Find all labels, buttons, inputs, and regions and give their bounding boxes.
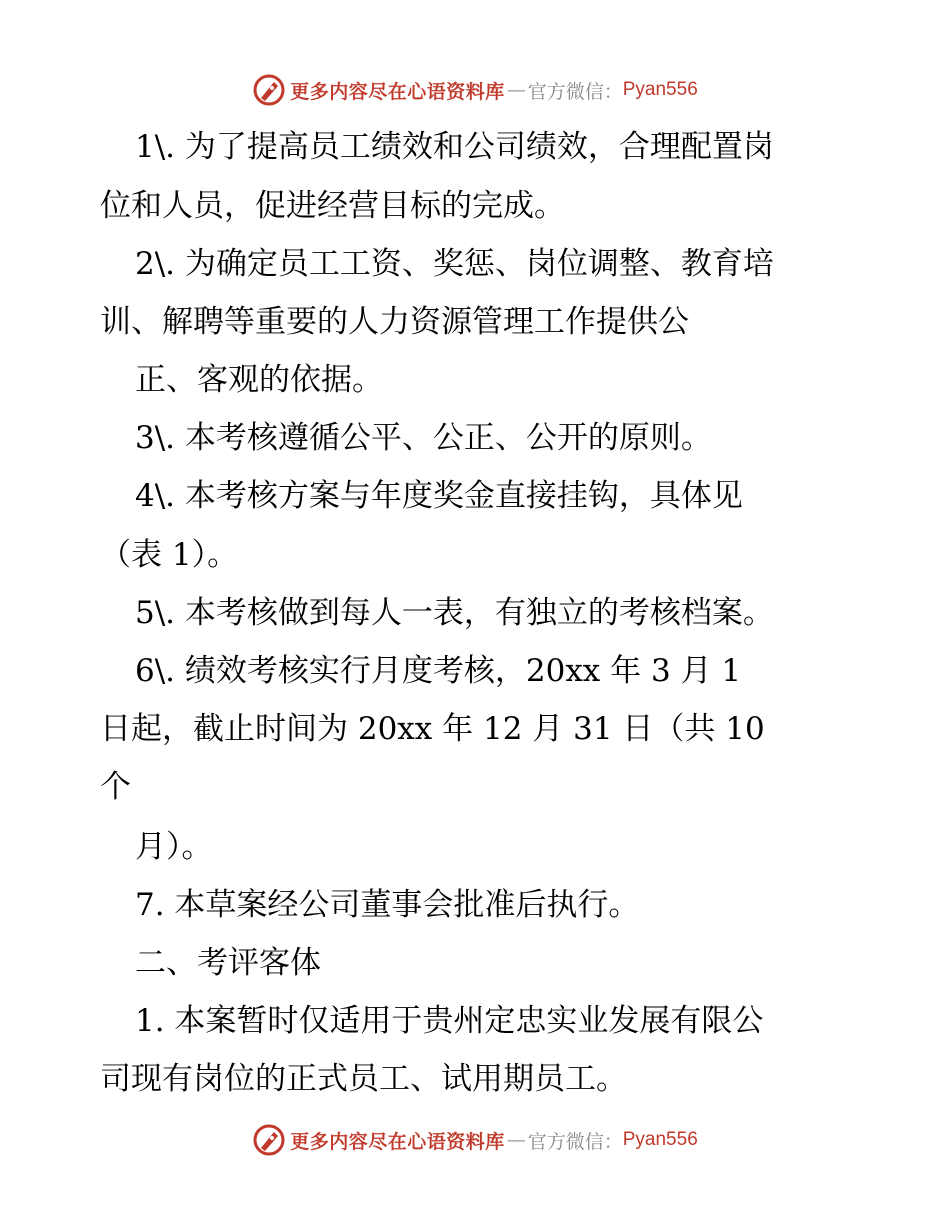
header-watermark — [0, 70, 950, 110]
body-line: 5\. 本考核做到每人一表，有独立的考核档案。 — [135, 595, 774, 631]
body-line: 1\. 为了提高员工绩效和公司绩效，合理配置岗 — [135, 129, 774, 165]
header-separator: — — [506, 79, 526, 101]
section-heading: 二、考评客体 — [135, 945, 321, 981]
body-line: 日起，截止时间为 20xx 年 12 月 31 日（共 10 — [100, 711, 765, 747]
footer-wechat-prefix: 官方微信： — [527, 1130, 623, 1153]
header-wechat-id: Pyan556 — [622, 79, 698, 100]
pen-nib-logo-icon — [252, 1123, 286, 1157]
header-site-text: 更多内容尽在心语资料库 — [290, 80, 505, 103]
body-line: 正、客观的依据。 — [135, 362, 383, 398]
body-line: 个 — [100, 769, 131, 805]
body-line: 司现有岗位的正式员工、试用期员工。 — [100, 1061, 627, 1097]
body-line: 1. 本案暂时仅适用于贵州定忠实业发展有限公 — [135, 1003, 764, 1039]
body-line: 位和人员，促进经营目标的完成。 — [100, 188, 565, 224]
body-line: 月）。 — [135, 829, 213, 865]
body-line: 2\. 为确定员工工资、奖惩、岗位调整、教育培 — [135, 246, 774, 282]
body-line: 7. 本草案经公司董事会批准后执行。 — [135, 887, 640, 923]
footer-watermark — [0, 1120, 950, 1160]
footer-wechat-id: Pyan556 — [622, 1129, 698, 1150]
body-line: 训、解聘等重要的人力资源管理工作提供公 — [100, 304, 689, 340]
footer-separator: — — [506, 1129, 526, 1151]
header-wechat-prefix: 官方微信： — [527, 80, 623, 103]
pen-nib-logo-icon — [252, 73, 286, 107]
body-line: 3\. 本考核遵循公平、公正、公开的原则。 — [135, 420, 712, 456]
body-line: 6\. 绩效考核实行月度考核，20xx 年 3 月 1 — [135, 653, 742, 689]
body-line: （表 1）。 — [100, 537, 239, 573]
body-line: 4\. 本考核方案与年度奖金直接挂钩，具体见 — [135, 478, 743, 514]
footer-site-text: 更多内容尽在心语资料库 — [290, 1130, 505, 1153]
